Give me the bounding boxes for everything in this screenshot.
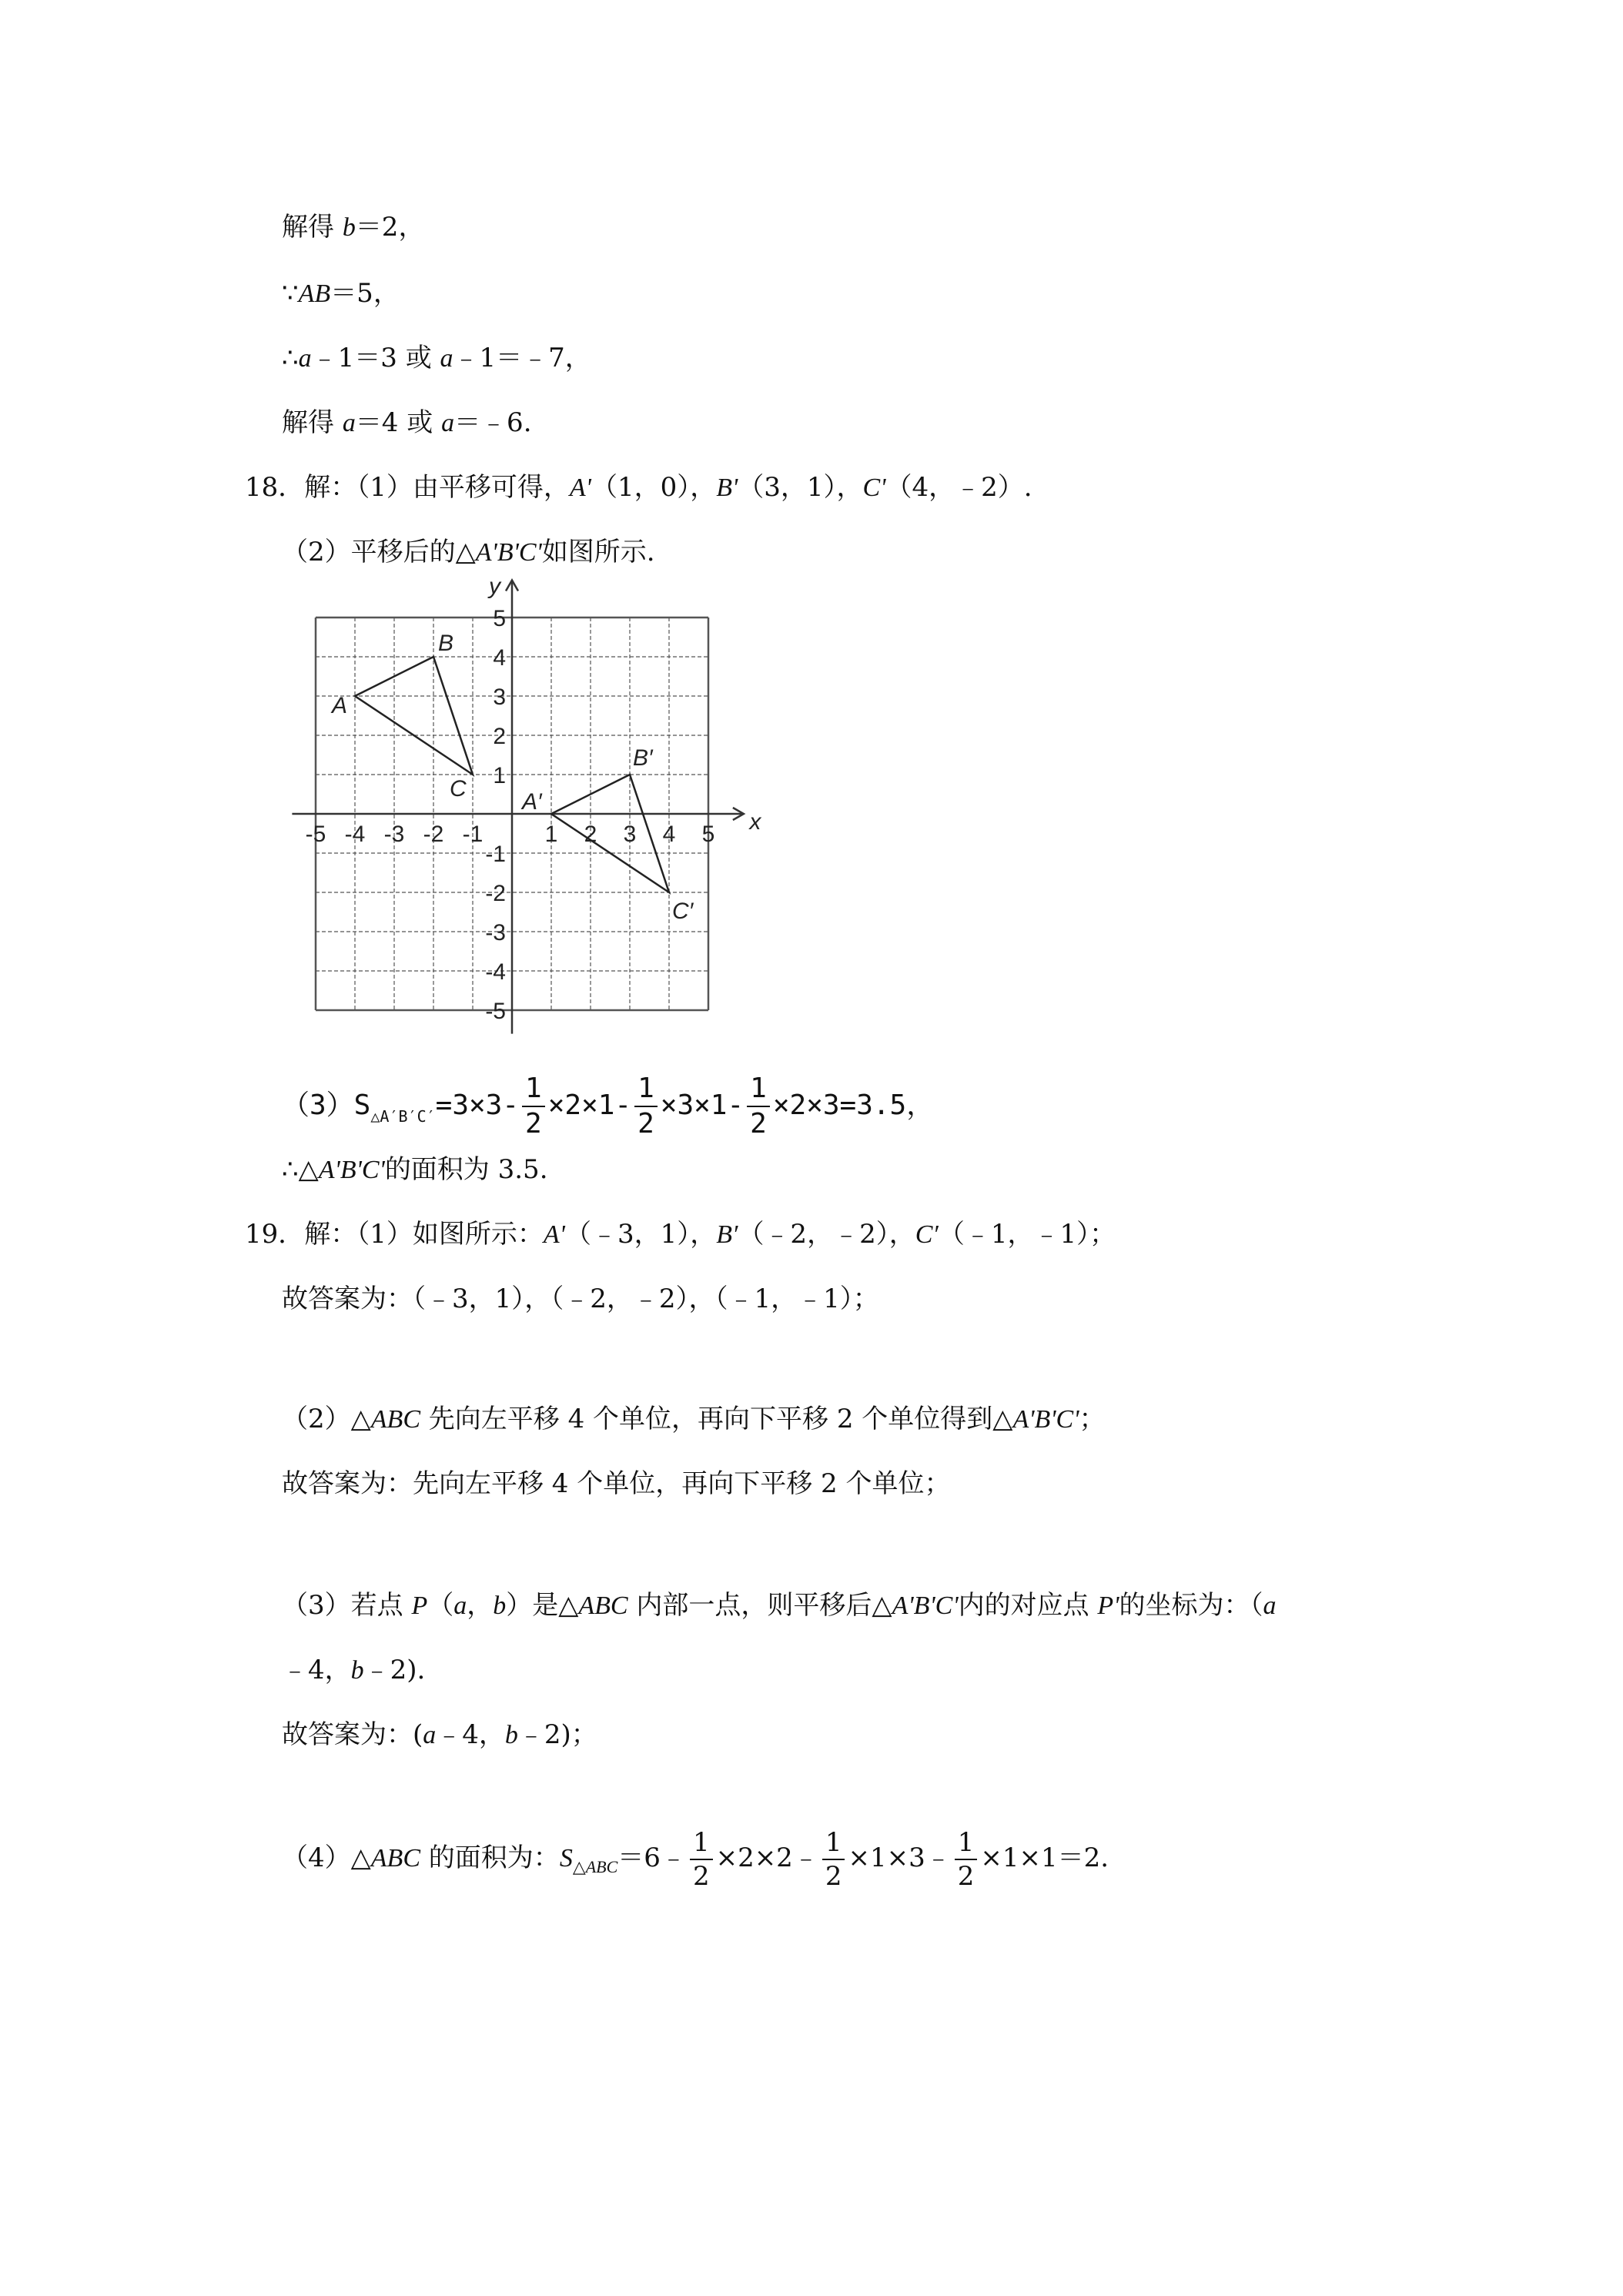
q18-part2 <box>282 539 655 566</box>
text: ﹣4， <box>436 1719 505 1750</box>
math-var: a <box>342 409 356 437</box>
q19-part4 <box>282 1827 1109 1892</box>
solution-line-b <box>282 214 424 241</box>
math-var: b <box>350 1656 364 1685</box>
text: ﹣4， <box>282 1655 351 1685</box>
text: （3，1）， <box>738 472 863 503</box>
math-var: ABC <box>578 1591 628 1620</box>
x-tick-label: 3 <box>623 822 637 847</box>
numerator: 1 <box>690 1829 713 1860</box>
math-var: a <box>441 409 455 437</box>
math-var: A'B'C' <box>892 1591 959 1620</box>
x-axis-label: x <box>749 809 761 835</box>
text: ﹣2). <box>363 1655 426 1685</box>
text: ； <box>1079 1404 1106 1434</box>
text: 19．解：（1）如图所示： <box>245 1219 544 1250</box>
math-var: a <box>423 1721 437 1749</box>
x-tick-label: -4 <box>344 822 366 847</box>
solution-line-a-result <box>282 407 532 438</box>
text: ﹣1＝3 或 <box>311 343 440 373</box>
text: ＝2， <box>355 212 425 243</box>
math-var: b <box>342 213 356 242</box>
x-tick-label: 4 <box>662 822 676 847</box>
math-var: C′ <box>915 1220 939 1249</box>
text: 如图所示. <box>541 537 655 567</box>
text: 解得 <box>282 407 343 438</box>
denominator: 2 <box>750 1108 767 1140</box>
text: （4，﹣2）. <box>885 472 1032 503</box>
text: （3）若点 <box>282 1590 412 1621</box>
math-var: C' <box>862 474 886 502</box>
fraction <box>522 1075 545 1138</box>
therefore-symbol: ∴ <box>282 343 299 373</box>
text: 的面积为： <box>420 1842 560 1873</box>
text: ﹣2)； <box>517 1719 597 1750</box>
math-var: a <box>453 1591 467 1620</box>
math-var: A' <box>543 1220 565 1249</box>
x-tick-label: 5 <box>701 822 715 847</box>
y-tick-label: 1 <box>493 763 506 788</box>
math-var: b <box>493 1591 507 1620</box>
text: =3×3- <box>435 1089 520 1121</box>
text: （3）S <box>282 1089 371 1121</box>
q19-part3 <box>282 1592 1276 1619</box>
solution-line-ab <box>282 280 400 307</box>
tick-labels <box>306 606 715 1024</box>
math-var: A'B'C' <box>1012 1405 1079 1434</box>
fraction <box>747 1075 770 1138</box>
x-tick-label: -1 <box>462 822 484 847</box>
x-tick-label: -3 <box>383 822 405 847</box>
text: ＝6﹣ <box>617 1842 687 1873</box>
math-var: B' <box>716 474 738 502</box>
y-axis-label: y <box>489 577 500 600</box>
fraction <box>822 1827 845 1892</box>
text: 内部一点，则平移后△ <box>627 1590 892 1621</box>
y-tick-label: 4 <box>493 645 506 671</box>
text: ×3×1- <box>660 1089 745 1121</box>
math-var: B′ <box>716 1220 738 1249</box>
q19-part2-answer <box>282 1468 951 1499</box>
text: （﹣3，1）， <box>564 1219 717 1250</box>
math-var: b <box>504 1721 518 1749</box>
y-tick-label: 2 <box>493 724 506 749</box>
text: 内的对应点 <box>958 1590 1098 1621</box>
numerator: 1 <box>955 1829 978 1860</box>
text: 18．解：（1）由平移可得， <box>245 472 570 503</box>
y-tick-label: -2 <box>485 881 506 906</box>
math-var: AB <box>298 279 331 308</box>
math-var: A' <box>569 474 591 502</box>
text: ＝5， <box>330 278 400 309</box>
x-tick-label: -5 <box>305 822 326 847</box>
text: ， <box>467 1590 494 1621</box>
math-var: P' <box>1097 1591 1119 1620</box>
text: （﹣1，﹣1）； <box>938 1219 1116 1250</box>
math-var: a <box>298 344 312 373</box>
x-tick-label: 1 <box>544 822 558 847</box>
subscript: △A′B′C′ <box>370 1107 436 1126</box>
math-var: A'B'C' <box>475 538 542 567</box>
text: ×1×3﹣ <box>848 1842 952 1873</box>
y-tick-label: -3 <box>485 920 506 946</box>
vertex-label: B <box>438 631 454 656</box>
denominator: 2 <box>525 1108 542 1140</box>
text: ×2×1- <box>547 1089 632 1121</box>
denominator: 2 <box>692 1861 710 1892</box>
vertex-label: A <box>332 693 348 718</box>
y-tick-label: -4 <box>485 959 506 985</box>
q18-part1 <box>245 474 1032 501</box>
denominator: 2 <box>957 1861 975 1892</box>
denominator: 2 <box>825 1861 842 1892</box>
text: （4）△ <box>282 1842 371 1873</box>
text: 的面积为 3.5. <box>384 1154 548 1185</box>
y-tick-label: -5 <box>485 999 506 1024</box>
numerator: 1 <box>522 1075 545 1107</box>
text: （2）平移后的△ <box>282 537 476 567</box>
q19-part1-answer <box>282 1286 879 1312</box>
math-var: P <box>411 1591 428 1620</box>
text: ﹣1＝﹣7， <box>453 343 591 373</box>
text: ×1×1＝2. <box>980 1842 1109 1873</box>
math-var: ABC <box>370 1405 420 1434</box>
text: 故答案为：( <box>282 1719 423 1750</box>
text: （2）△ <box>282 1404 371 1434</box>
fraction <box>955 1827 978 1892</box>
vertex-label: B′ <box>633 745 653 771</box>
y-tick-label: 3 <box>493 684 506 710</box>
text: 解得 <box>282 212 343 243</box>
q19-part1 <box>245 1221 1116 1248</box>
text: ∴△ <box>282 1154 319 1185</box>
fraction <box>690 1827 713 1892</box>
text: ×2×3=3.5， <box>772 1089 935 1121</box>
fraction <box>634 1075 658 1138</box>
text: （ <box>427 1590 454 1621</box>
text: 故答案为：（﹣3，1），（﹣2，﹣2），（﹣1，﹣1）； <box>282 1284 879 1314</box>
x-tick-label: 2 <box>584 822 597 847</box>
text: ＝4 或 <box>355 407 442 438</box>
q19-part3-continued <box>282 1657 425 1684</box>
q19-part3-answer <box>282 1719 597 1750</box>
text: （1，0）， <box>591 472 717 503</box>
math-var: ABC <box>370 1844 420 1873</box>
q18-part3-conclusion <box>282 1156 548 1183</box>
y-tick-label: 5 <box>493 606 506 631</box>
subscript: △ABC <box>572 1857 618 1876</box>
text: 的坐标为：（ <box>1119 1590 1263 1621</box>
x-tick-label: -2 <box>423 822 444 847</box>
numerator: 1 <box>822 1829 845 1860</box>
math-var: A'B'C' <box>318 1156 385 1184</box>
numerator: 1 <box>747 1075 770 1107</box>
math-var: S <box>559 1844 573 1873</box>
math-var: a <box>1263 1591 1277 1620</box>
text: ×2×2﹣ <box>715 1842 819 1873</box>
vertex-label: A′ <box>522 789 542 815</box>
numerator: 1 <box>634 1075 658 1107</box>
because-symbol: ∵ <box>282 278 299 309</box>
text: 先向左平移 4 个单位，再向下平移 2 个单位得到△ <box>420 1404 1013 1434</box>
y-tick-label: -1 <box>485 842 506 867</box>
triangle-abc <box>355 657 473 775</box>
math-var: a <box>440 344 453 373</box>
text: （﹣2，﹣2）， <box>738 1219 915 1250</box>
q18-part3-formula <box>282 1075 934 1138</box>
vertex-label: C′ <box>672 899 694 924</box>
text: 故答案为：先向左平移 4 个单位，再向下平移 2 个单位； <box>282 1468 951 1499</box>
vertex-label: C <box>450 776 467 802</box>
text: ＝﹣6. <box>454 407 532 438</box>
coordinate-grid-figure <box>277 577 770 1055</box>
q19-part2 <box>282 1406 1105 1433</box>
solution-line-a-eq <box>282 345 591 372</box>
triangle-abc-prime <box>551 775 669 892</box>
denominator: 2 <box>637 1108 654 1140</box>
text: ）是△ <box>506 1590 579 1621</box>
